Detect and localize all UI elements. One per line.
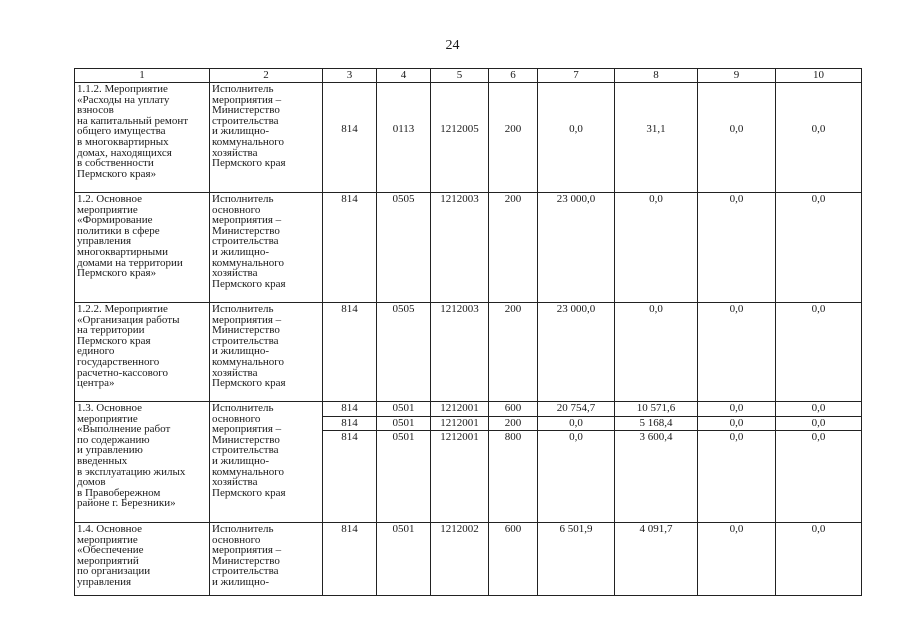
sub-value: 0,0 — [698, 416, 775, 429]
sub-value: 1212001 — [431, 430, 488, 443]
header-cell: 2 — [210, 69, 323, 83]
table-row — [75, 523, 862, 596]
header-cell: 6 — [489, 69, 538, 83]
cell-section-code: 0505 — [377, 303, 431, 402]
cell-value-7 — [538, 402, 615, 523]
sub-value: 20 754,7 — [556, 402, 596, 414]
sub-value: 1212001 — [440, 402, 479, 414]
header-cell: 5 — [431, 69, 489, 83]
sub-value: 600 — [504, 402, 522, 414]
cell-target-code — [431, 402, 489, 523]
header-cell: 8 — [615, 69, 698, 83]
cell-value-7: 0,0 — [538, 83, 615, 193]
header-cell: 10 — [776, 69, 862, 83]
cell-value-7: 23 000,0 — [538, 193, 615, 303]
sub-value: 200 — [489, 416, 537, 429]
cell-value-10: 0,0 — [776, 83, 862, 193]
cell-value-10: 0,0 — [776, 303, 862, 402]
cell-ministry-code: 814 — [323, 193, 377, 303]
header-cell: 7 — [538, 69, 615, 83]
cell-target-code: 1212003 — [431, 193, 489, 303]
cell-section-code: 0505 — [377, 193, 431, 303]
sub-value: 0,0 — [538, 430, 614, 443]
cell-ministry-code: 814 — [323, 83, 377, 193]
sub-value: 0,0 — [538, 416, 614, 429]
table-row — [75, 83, 862, 193]
budget-table — [74, 68, 862, 596]
measure-description: 1.2.2. Мероприятие «Организация работы на территории Пермского края единого государственного расчетно-кассового центра» — [75, 303, 210, 402]
measure-executor: Исполнитель мероприятия – Министерство строительства и жилищно- коммунального хозяйства Пермского края — [210, 303, 323, 402]
measure-executor: Исполнитель основного мероприятия – Министерство строительства и жилищно- — [210, 523, 323, 596]
cell-ministry-code: 814 — [323, 303, 377, 402]
cell-value-9: 0,0 — [698, 83, 776, 193]
cell-value-10 — [776, 402, 862, 523]
sub-value: 0501 — [392, 402, 415, 414]
sub-value: 3 600,4 — [615, 430, 697, 443]
sub-value: 800 — [489, 430, 537, 443]
sub-value: 0,0 — [698, 430, 775, 443]
cell-value-9: 0,0 — [698, 193, 776, 303]
measure-description: 1.2. Основное мероприятие «Формирование политики в сфере управления многоквартирными домами на территории Пермского края» — [75, 193, 210, 303]
measure-description: 1.3. Основное мероприятие «Выполнение работ по содержанию и управлению введенных в эксплуатацию жилых домов в Правобережном районе г. Березники» — [75, 402, 210, 523]
measure-executor: Исполнитель мероприятия – Министерство строительства и жилищно- коммунального хозяйства Пермского края — [210, 83, 323, 193]
sub-value: 0501 — [377, 416, 430, 429]
header-cell: 3 — [323, 69, 377, 83]
cell-section-code: 0113 — [377, 83, 431, 193]
table-row — [75, 193, 862, 303]
cell-expense-type: 600 — [489, 523, 538, 596]
sub-value: 814 — [323, 430, 376, 443]
cell-expense-type: 200 — [489, 193, 538, 303]
sub-value: 814 — [341, 402, 358, 414]
cell-value-9: 0,0 — [698, 303, 776, 402]
measure-description: 1.1.2. Мероприятие «Расходы на уплату взносов на капитальный ремонт общего имущества в многоквартирных домах, находящихся в собственности Пермского края» — [75, 83, 210, 193]
measure-executor: Исполнитель основного мероприятия – Министерство строительства и жилищно- коммунального хозяйства Пермского края — [210, 193, 323, 303]
cell-ministry-code — [323, 402, 377, 523]
sub-value: 5 168,4 — [615, 416, 697, 429]
sub-value: 0,0 — [776, 416, 861, 429]
sub-value: 0,0 — [811, 402, 826, 414]
cell-value-8: 4 091,7 — [615, 523, 698, 596]
sub-value: 814 — [323, 416, 376, 429]
cell-target-code: 1212003 — [431, 303, 489, 402]
header-cell: 1 — [75, 69, 210, 83]
cell-value-7: 6 501,9 — [538, 523, 615, 596]
cell-value-9: 0,0 — [698, 523, 776, 596]
sub-value: 0,0 — [729, 402, 744, 414]
cell-expense-type: 200 — [489, 83, 538, 193]
table-row — [75, 402, 862, 523]
cell-value-9 — [698, 402, 776, 523]
cell-target-code: 1212002 — [431, 523, 489, 596]
header-cell: 4 — [377, 69, 431, 83]
cell-ministry-code: 814 — [323, 523, 377, 596]
cell-value-10: 0,0 — [776, 523, 862, 596]
table-header-row — [75, 69, 862, 83]
cell-value-7: 23 000,0 — [538, 303, 615, 402]
cell-value-8: 31,1 — [615, 83, 698, 193]
sub-value: 1212001 — [431, 416, 488, 429]
page-number: 24 — [445, 38, 460, 53]
cell-value-8 — [615, 402, 698, 523]
cell-value-8: 0,0 — [615, 193, 698, 303]
cell-expense-type: 200 — [489, 303, 538, 402]
sub-value: 10 571,6 — [636, 402, 676, 414]
table-row — [75, 303, 862, 402]
cell-section-code — [377, 402, 431, 523]
cell-value-10: 0,0 — [776, 193, 862, 303]
cell-value-8: 0,0 — [615, 303, 698, 402]
cell-target-code: 1212005 — [431, 83, 489, 193]
cell-expense-type — [489, 402, 538, 523]
sub-value: 0501 — [377, 430, 430, 443]
sub-value: 0,0 — [776, 430, 861, 443]
header-cell: 9 — [698, 69, 776, 83]
measure-executor: Исполнитель основного мероприятия – Министерство строительства и жилищно- коммунального хозяйства Пермского края — [210, 402, 323, 523]
cell-section-code: 0501 — [377, 523, 431, 596]
measure-description: 1.4. Основное мероприятие «Обеспечение мероприятий по организации управления — [75, 523, 210, 596]
